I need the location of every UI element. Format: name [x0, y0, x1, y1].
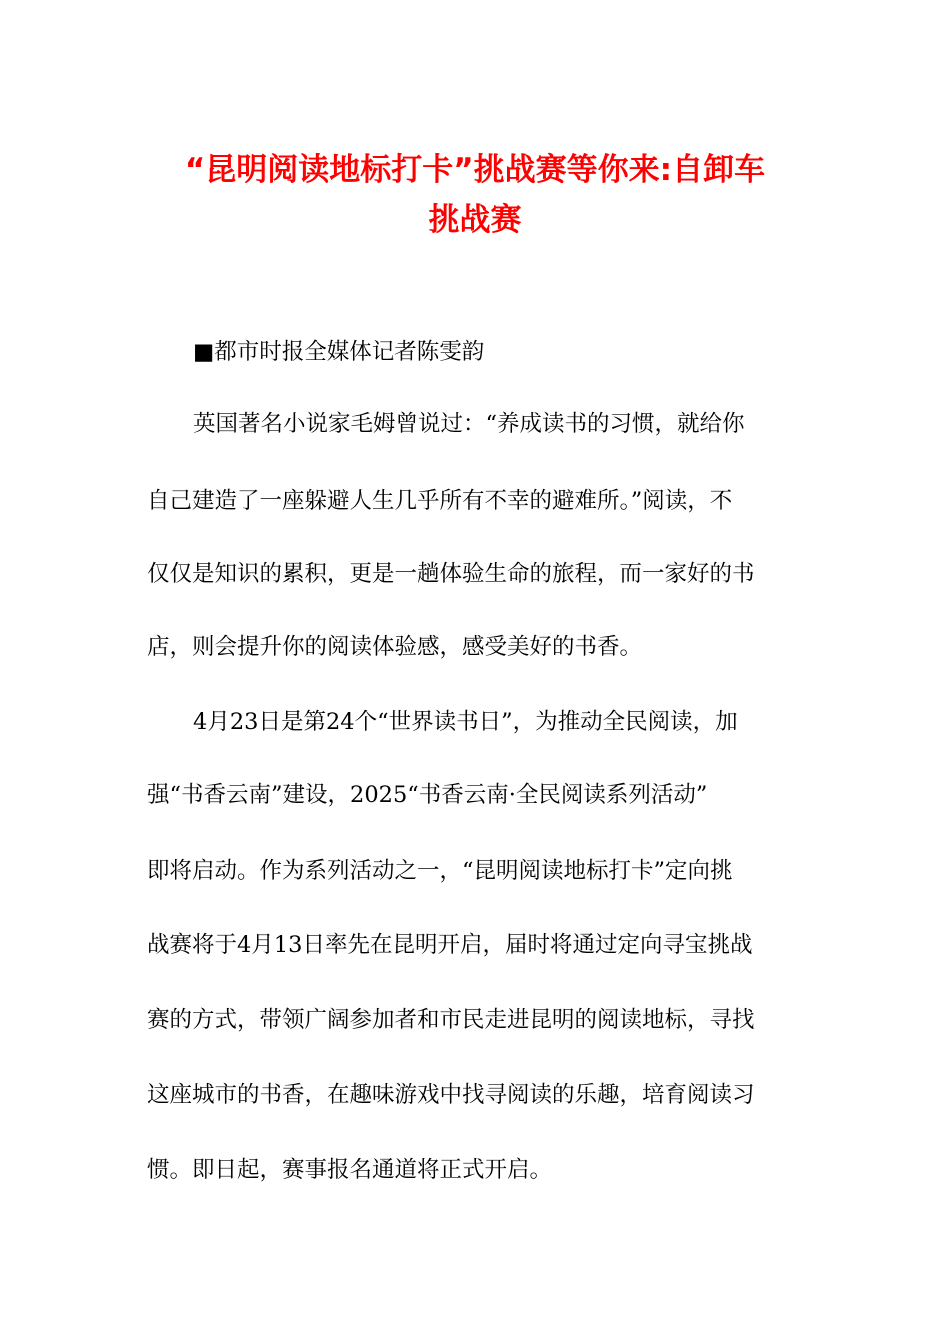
- paragraph-1-line-1: 英国著名小说家毛姆曾说过：“养成读书的习惯，就给你: [193, 411, 745, 437]
- paragraph-1-line-2: 自己建造了一座躲避人生几乎所有不幸的避难所。”阅读，不: [147, 488, 733, 514]
- byline: ■都市时报全媒体记者陈雯韵: [193, 339, 485, 365]
- paragraph-2-line-1: 4月23日是第24个“世界读书日”，为推动全民阅读，加: [193, 709, 738, 735]
- document-title-line-2: 挑战赛: [428, 202, 522, 238]
- paragraph-1-line-4: 店，则会提升你的阅读体验感，感受美好的书香。: [147, 634, 643, 660]
- paragraph-1-line-3: 仅仅是知识的累积，更是一趟体验生命的旅程，而一家好的书: [147, 561, 755, 587]
- paragraph-2-line-6: 这座城市的书香，在趣味游戏中找寻阅读的乐趣，培育阅读习: [147, 1082, 755, 1108]
- paragraph-2-line-3: 即将启动。作为系列活动之一，“昆明阅读地标打卡”定向挑: [147, 858, 733, 884]
- paragraph-2-line-7: 惯。即日起，赛事报名通道将正式开启。: [147, 1157, 553, 1183]
- paragraph-2-line-2: 强“书香云南”建设，2025“书香云南·全民阅读系列活动”: [147, 782, 708, 808]
- paragraph-2-line-5: 赛的方式，带领广阔参加者和市民走进昆明的阅读地标，寻找: [147, 1007, 755, 1033]
- document-title-line-1: “昆明阅读地标打卡”挑战赛等你来:自卸车: [184, 152, 766, 188]
- paragraph-2-line-4: 战赛将于4月13日率先在昆明开启，届时将通过定向寻宝挑战: [147, 932, 753, 958]
